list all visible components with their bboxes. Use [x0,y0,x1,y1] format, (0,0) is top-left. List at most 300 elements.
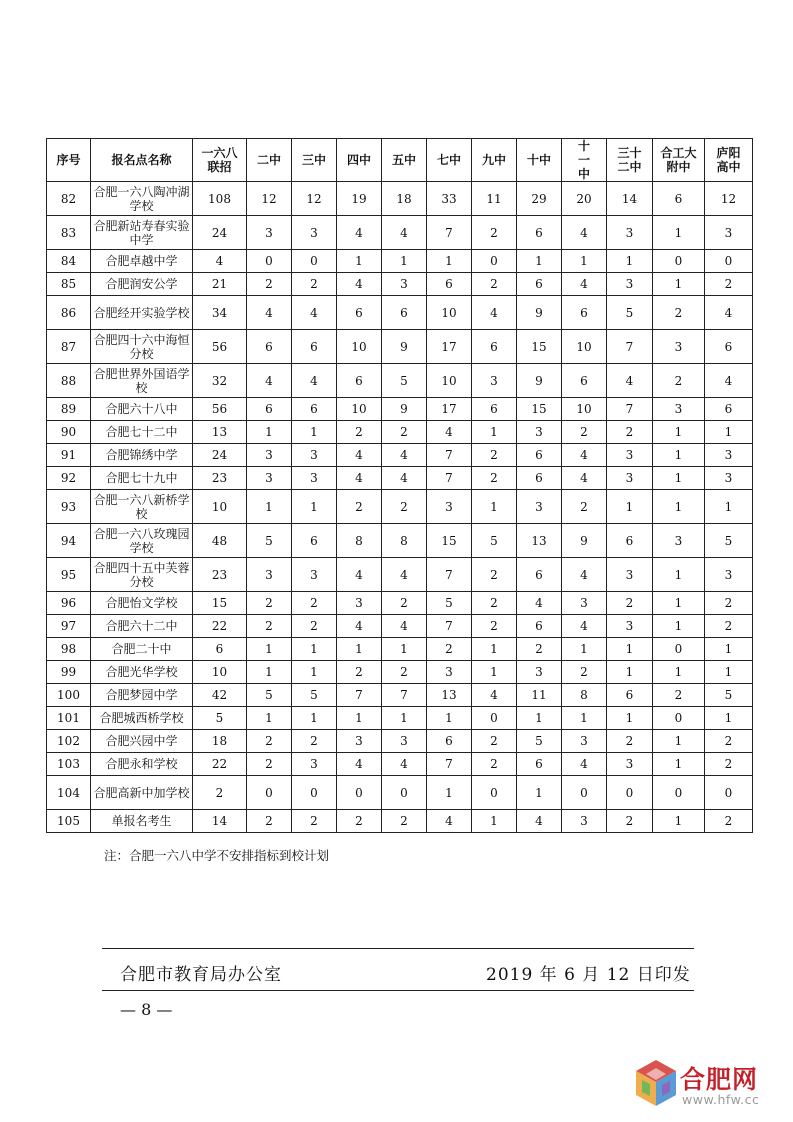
quota-cell: 2 [705,810,753,833]
quota-cell: 4 [382,444,427,467]
quota-cell: 4 [337,558,382,592]
table-row [47,296,753,330]
quota-cell: 12 [292,182,337,216]
quota-cell: 2 [382,810,427,833]
column-header: 一六八联招 [193,139,247,182]
quota-cell: 1 [562,707,607,730]
quota-cell: 3 [382,730,427,753]
quota-cell: 5 [247,524,292,558]
row-number: 104 [47,776,91,810]
quota-cell: 0 [653,707,705,730]
quota-cell: 4 [382,216,427,250]
quota-cell: 7 [607,330,653,364]
quota-cell: 7 [607,398,653,421]
quota-cell: 6 [247,330,292,364]
footer-rule-bottom [102,990,694,991]
quota-cell: 5 [292,684,337,707]
quota-cell: 23 [193,467,247,490]
column-header: 十中 [517,139,562,182]
registration-site-name: 合肥世界外国语学校 [91,364,193,398]
quota-cell: 3 [607,216,653,250]
table-row [47,524,753,558]
row-number: 82 [47,182,91,216]
quota-cell: 5 [517,730,562,753]
column-header: 二中 [247,139,292,182]
column-header: 十一中 [562,139,607,182]
quota-cell: 0 [653,250,705,273]
quota-cell: 1 [292,421,337,444]
table-row [47,490,753,524]
quota-cell: 6 [472,330,517,364]
quota-cell: 5 [247,684,292,707]
quota-cell: 1 [247,421,292,444]
quota-cell: 48 [193,524,247,558]
quota-cell: 3 [247,216,292,250]
quota-cell: 1 [247,490,292,524]
quota-cell: 2 [337,421,382,444]
quota-cell: 6 [705,330,753,364]
quota-cell: 4 [292,364,337,398]
quota-cell: 24 [193,444,247,467]
quota-cell: 1 [382,250,427,273]
quota-cell: 4 [517,810,562,833]
quota-cell: 13 [517,524,562,558]
quota-cell: 1 [337,250,382,273]
quota-cell: 1 [427,707,472,730]
row-number: 96 [47,592,91,615]
quota-cell: 3 [247,444,292,467]
quota-cell: 1 [562,250,607,273]
row-number: 103 [47,753,91,776]
registration-site-name: 合肥一六八陶冲湖学校 [91,182,193,216]
quota-cell: 22 [193,615,247,638]
quota-cell: 2 [292,592,337,615]
quota-cell: 1 [607,490,653,524]
quota-cell: 7 [337,684,382,707]
column-header: 报名点名称 [91,139,193,182]
quota-cell: 3 [382,273,427,296]
quota-cell: 1 [427,250,472,273]
quota-cell: 0 [337,776,382,810]
column-header: 七中 [427,139,472,182]
quota-cell: 1 [472,661,517,684]
quota-cell: 1 [337,707,382,730]
registration-site-name: 合肥七十二中 [91,421,193,444]
quota-cell: 3 [705,467,753,490]
quota-cell: 4 [705,364,753,398]
quota-cell: 4 [562,444,607,467]
registration-site-name: 合肥卓越中学 [91,250,193,273]
quota-cell: 1 [607,661,653,684]
quota-cell: 2 [472,558,517,592]
quota-cell: 7 [427,216,472,250]
quota-cell: 2 [607,421,653,444]
registration-site-name: 合肥四十六中海恒分校 [91,330,193,364]
registration-site-name: 合肥高新中加学校 [91,776,193,810]
quota-cell: 6 [562,296,607,330]
quota-cell: 2 [562,421,607,444]
row-number: 98 [47,638,91,661]
quota-cell: 2 [607,592,653,615]
column-header: 序号 [47,139,91,182]
table-row [47,398,753,421]
quota-cell: 4 [337,273,382,296]
quota-cell: 10 [562,330,607,364]
row-number: 100 [47,684,91,707]
quota-cell: 3 [517,490,562,524]
issuing-office: 合肥市教育局办公室 [120,965,282,985]
quota-cell: 4 [427,421,472,444]
quota-cell: 1 [607,707,653,730]
quota-cell: 3 [562,810,607,833]
quota-cell: 1 [705,661,753,684]
quota-cell: 2 [607,810,653,833]
quota-cell: 2 [472,615,517,638]
row-number: 99 [47,661,91,684]
table-row [47,558,753,592]
quota-cell: 23 [193,558,247,592]
quota-cell: 7 [382,684,427,707]
quota-cell: 3 [292,558,337,592]
registration-site-name: 合肥四十五中芙蓉分校 [91,558,193,592]
quota-cell: 2 [247,810,292,833]
quota-cell: 1 [472,421,517,444]
quota-cell: 2 [382,661,427,684]
quota-cell: 1 [382,707,427,730]
row-number: 97 [47,615,91,638]
quota-cell: 5 [705,684,753,707]
quota-cell: 42 [193,684,247,707]
quota-cell: 3 [427,490,472,524]
table-row [47,216,753,250]
quota-cell: 33 [427,182,472,216]
quota-cell: 5 [193,707,247,730]
quota-cell: 6 [427,273,472,296]
quota-cell: 4 [472,684,517,707]
row-number: 90 [47,421,91,444]
quota-cell: 2 [382,490,427,524]
quota-cell: 6 [193,638,247,661]
quota-cell: 6 [607,684,653,707]
quota-cell: 2 [193,776,247,810]
quota-cell: 2 [705,273,753,296]
registration-site-name: 合肥新站寿春实验中学 [91,216,193,250]
quota-cell: 10 [193,661,247,684]
quota-cell: 6 [427,730,472,753]
quota-cell: 11 [517,684,562,707]
quota-cell: 2 [705,730,753,753]
quota-cell: 5 [382,364,427,398]
quota-cell: 22 [193,753,247,776]
quota-cell: 2 [292,273,337,296]
quota-cell: 17 [427,330,472,364]
table-row [47,273,753,296]
watermark-url: www.hfw.cc [682,1092,760,1107]
quota-cell: 15 [193,592,247,615]
registration-site-name: 合肥一六八玫瑰园学校 [91,524,193,558]
table-row [47,182,753,216]
quota-cell: 2 [337,490,382,524]
quota-cell: 6 [382,296,427,330]
quota-cell: 34 [193,296,247,330]
registration-site-name: 合肥永和学校 [91,753,193,776]
table-row [47,444,753,467]
row-number: 94 [47,524,91,558]
registration-site-name: 合肥润安公学 [91,273,193,296]
quota-cell: 12 [705,182,753,216]
table-row [47,467,753,490]
footer-rule-top [102,948,694,949]
quota-cell: 1 [247,661,292,684]
quota-cell: 13 [193,421,247,444]
quota-cell: 2 [562,661,607,684]
table-row [47,364,753,398]
quota-cell: 2 [653,296,705,330]
quota-cell: 2 [292,730,337,753]
table-row [47,753,753,776]
quota-cell: 1 [653,467,705,490]
quota-cell: 1 [472,490,517,524]
quota-cell: 4 [337,467,382,490]
quota-cell: 2 [653,684,705,707]
quota-cell: 3 [292,467,337,490]
quota-cell: 1 [292,661,337,684]
row-number: 93 [47,490,91,524]
quota-cell: 13 [427,684,472,707]
table-row [47,421,753,444]
quota-cell: 6 [653,182,705,216]
registration-site-name: 合肥梦园中学 [91,684,193,707]
quota-cell: 1 [653,615,705,638]
quota-cell: 8 [337,524,382,558]
quota-cell: 1 [653,421,705,444]
quota-cell: 3 [705,216,753,250]
row-number: 105 [47,810,91,833]
quota-cell: 3 [472,364,517,398]
hfw-logo-icon [634,1058,678,1108]
registration-site-name: 合肥光华学校 [91,661,193,684]
quota-cell: 1 [337,638,382,661]
quota-cell: 12 [247,182,292,216]
quota-cell: 4 [292,296,337,330]
site-watermark [634,1058,784,1114]
quota-cell: 3 [292,753,337,776]
quota-cell: 4 [337,753,382,776]
quota-cell: 6 [247,398,292,421]
quota-cell: 4 [562,558,607,592]
quota-cell: 1 [472,810,517,833]
quota-cell: 1 [653,661,705,684]
quota-cell: 7 [427,753,472,776]
quota-cell: 2 [247,753,292,776]
quota-cell: 3 [607,558,653,592]
page-number: — 8 — [120,1000,173,1019]
quota-cell: 1 [517,250,562,273]
quota-cell: 4 [337,444,382,467]
quota-cell: 2 [517,638,562,661]
quota-cell: 1 [472,638,517,661]
quota-cell: 14 [607,182,653,216]
quota-cell: 1 [653,753,705,776]
quota-cell: 6 [517,444,562,467]
quota-cell: 6 [337,364,382,398]
registration-site-name: 合肥经开实验学校 [91,296,193,330]
quota-cell: 14 [193,810,247,833]
registration-site-name: 合肥一六八新桥学校 [91,490,193,524]
quota-cell: 2 [705,753,753,776]
quota-cell: 3 [517,421,562,444]
quota-cell: 4 [562,753,607,776]
quota-cell: 17 [427,398,472,421]
quota-cell: 9 [517,296,562,330]
quota-cell: 0 [292,776,337,810]
quota-cell: 10 [427,296,472,330]
quota-cell: 1 [653,810,705,833]
registration-site-name: 合肥六十二中 [91,615,193,638]
quota-cell: 3 [337,592,382,615]
quota-cell: 11 [472,182,517,216]
quota-cell: 19 [337,182,382,216]
quota-cell: 7 [427,444,472,467]
quota-cell: 4 [562,467,607,490]
quota-cell: 2 [472,216,517,250]
quota-cell: 2 [562,490,607,524]
quota-cell: 10 [562,398,607,421]
registration-site-name: 合肥六十八中 [91,398,193,421]
registration-site-name: 合肥锦绣中学 [91,444,193,467]
quota-cell: 4 [337,615,382,638]
quota-cell: 7 [427,615,472,638]
quota-cell: 2 [382,421,427,444]
quota-cell: 6 [292,398,337,421]
quota-cell: 1 [292,707,337,730]
row-number: 88 [47,364,91,398]
row-number: 89 [47,398,91,421]
quota-cell: 7 [427,467,472,490]
quota-cell: 1 [653,273,705,296]
quota-cell: 1 [653,444,705,467]
quota-cell: 2 [607,730,653,753]
quota-cell: 3 [607,273,653,296]
quota-cell: 56 [193,398,247,421]
quota-cell: 24 [193,216,247,250]
quota-cell: 0 [607,776,653,810]
quota-cell: 3 [517,661,562,684]
quota-cell: 5 [705,524,753,558]
quota-cell: 3 [247,467,292,490]
quota-cell: 18 [382,182,427,216]
table-body [47,182,753,833]
registration-site-name: 合肥兴园中学 [91,730,193,753]
quota-cell: 1 [427,776,472,810]
quota-cell: 9 [562,524,607,558]
table-row [47,684,753,707]
registration-site-name: 合肥城西桥学校 [91,707,193,730]
quota-cell: 1 [653,490,705,524]
quota-cell: 1 [247,707,292,730]
quota-cell: 3 [705,444,753,467]
table-row [47,810,753,833]
quota-cell: 6 [292,330,337,364]
quota-cell: 1 [653,558,705,592]
quota-cell: 1 [607,638,653,661]
quota-cell: 1 [292,490,337,524]
quota-cell: 1 [607,250,653,273]
quota-cell: 4 [382,467,427,490]
quota-cell: 10 [337,398,382,421]
quota-cell: 3 [247,558,292,592]
quota-cell: 0 [705,250,753,273]
quota-cell: 6 [292,524,337,558]
quota-cell: 2 [427,638,472,661]
quota-cell: 3 [607,467,653,490]
table-row [47,776,753,810]
quota-cell: 7 [427,558,472,592]
row-number: 91 [47,444,91,467]
quota-cell: 2 [472,592,517,615]
quota-cell: 1 [705,707,753,730]
column-header: 合工大附中 [653,139,705,182]
quota-cell: 2 [472,467,517,490]
quota-cell: 32 [193,364,247,398]
quota-cell: 10 [337,330,382,364]
quota-cell: 0 [472,776,517,810]
column-header: 四中 [337,139,382,182]
quota-cell: 1 [517,776,562,810]
quota-cell: 2 [337,810,382,833]
quota-cell: 4 [705,296,753,330]
quota-cell: 0 [382,776,427,810]
quota-cell: 3 [607,753,653,776]
quota-cell: 4 [382,615,427,638]
quota-cell: 1 [705,490,753,524]
quota-cell: 2 [247,592,292,615]
quota-cell: 21 [193,273,247,296]
quota-cell: 1 [292,638,337,661]
watermark-site-name: 合肥网 [680,1065,759,1094]
quota-cell: 3 [607,444,653,467]
table-header-row [47,139,753,182]
allocation-table-container [46,138,752,833]
quota-cell: 4 [337,216,382,250]
row-number: 101 [47,707,91,730]
quota-cell: 2 [472,730,517,753]
row-number: 87 [47,330,91,364]
row-number: 85 [47,273,91,296]
quota-cell: 3 [653,330,705,364]
quota-cell: 3 [562,730,607,753]
quota-cell: 0 [562,776,607,810]
quota-cell: 6 [705,398,753,421]
quota-cell: 6 [472,398,517,421]
issue-date: 2019 年 6 月 12 日印发 [486,965,691,985]
column-header: 三中 [292,139,337,182]
quota-cell: 0 [292,250,337,273]
quota-cell: 3 [337,730,382,753]
quota-cell: 0 [653,638,705,661]
quota-cell: 1 [653,592,705,615]
quota-cell: 6 [517,216,562,250]
row-number: 95 [47,558,91,592]
quota-cell: 2 [653,364,705,398]
quota-cell: 2 [247,273,292,296]
quota-cell: 29 [517,182,562,216]
quota-cell: 3 [653,524,705,558]
quota-cell: 6 [517,467,562,490]
quota-cell: 5 [427,592,472,615]
quota-cell: 2 [292,810,337,833]
quota-cell: 4 [607,364,653,398]
